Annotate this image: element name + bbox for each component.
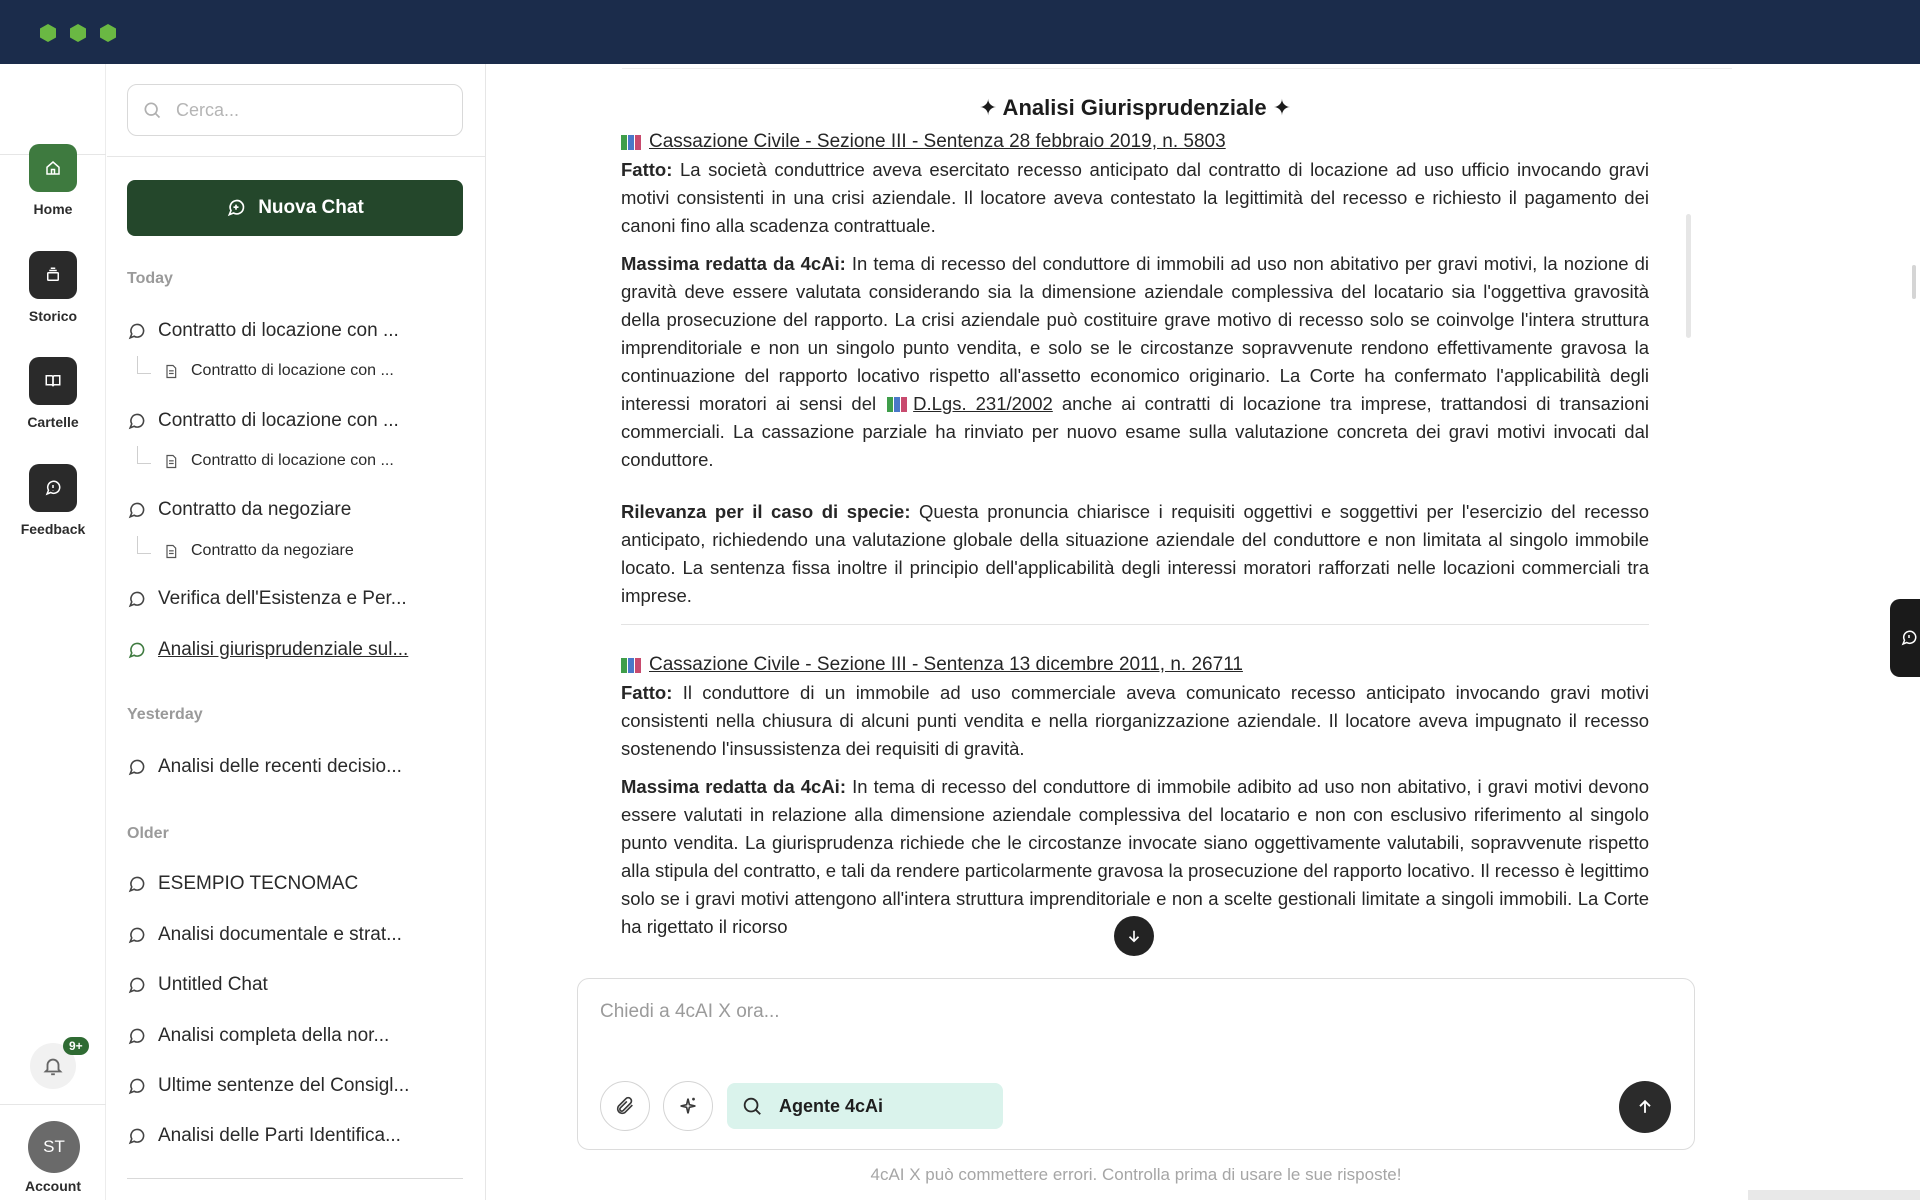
chat-document-item[interactable] xyxy=(137,362,467,380)
fatto-paragraph xyxy=(621,156,1649,240)
search-icon xyxy=(741,1095,763,1117)
content-scrollbar[interactable] xyxy=(1686,214,1691,338)
chat-item-title: Untitled Chat xyxy=(158,974,268,995)
scroll-to-bottom-button[interactable] xyxy=(1114,916,1154,956)
composer-input[interactable]: Chiedi a 4cAI X ora... xyxy=(600,1001,780,1022)
chat-bubble-icon xyxy=(127,322,146,341)
message-composer[interactable] xyxy=(577,978,1695,1150)
document-icon xyxy=(163,453,179,470)
massima-label: Massima redatta da 4cAi: xyxy=(621,253,846,274)
rail-bottom-divider xyxy=(0,1104,106,1105)
chat-bubble-icon xyxy=(127,1027,146,1046)
chat-item-title: Analisi documentale e strat... xyxy=(158,924,402,945)
window-minimize-dot[interactable] xyxy=(70,24,86,42)
chat-document-title: Contratto di locazione con ... xyxy=(191,362,394,379)
window-maximize-dot[interactable] xyxy=(100,24,116,42)
main-top-divider xyxy=(622,68,1732,69)
massima-label: Massima redatta da 4cAi: xyxy=(621,776,846,797)
rilevanza-label: Rilevanza per il caso di specie: xyxy=(621,501,911,522)
fatto-paragraph xyxy=(621,679,1649,763)
bell-icon xyxy=(42,1055,64,1077)
chat-item[interactable] xyxy=(127,873,467,895)
chat-item[interactable] xyxy=(127,499,467,521)
book-icon xyxy=(29,357,77,405)
chat-document-title: Contratto di locazione con ... xyxy=(191,452,394,469)
chat-bubble-icon xyxy=(127,758,146,777)
massima-text: In tema di recesso del conduttore di immobili ad uso non abitativo per gravi motivi, la nozione di gravità deve essere valutata considerando sia la dimensione aziendale complessiva del locatario sia l'oggettiva gravosità della prosecuzione del rapporto. La crisi aziendale può costituire grave motivo di recesso solo se coinvolge l'intera struttura imprenditoriale e non un singolo punto vendita, e solo se le circostanze sopravvenute rendono effettivamente gravosa la continuazione del rapporto locativo rispetto all'assetto economico originario. La Corte ha confermato l'applicabilità degli interessi moratori ai sensi del xyxy=(621,253,1649,414)
massima-text-cont: anche ai contratti di locazione tra imprese, trattandosi di transazioni commerciali. La cassazione parziale ha rinviato per nuovo esame sulla valutazione concreta dei gravi motivi invocati dal conduttore. xyxy=(621,393,1649,470)
chat-bubble-icon xyxy=(127,641,146,660)
law-reference-link[interactable]: D.Lgs. 231/2002 xyxy=(913,393,1053,414)
chat-bubble-icon xyxy=(127,926,146,945)
message-alert-icon xyxy=(29,464,77,512)
enhance-prompt-button[interactable] xyxy=(663,1081,713,1131)
chat-bubble-icon xyxy=(127,590,146,609)
case-title-1[interactable]: Cassazione Civile - Sezione III - Sentenza 28 febbraio 2019, n. 5803 xyxy=(649,131,1226,152)
chat-item-title: Analisi completa della nor... xyxy=(158,1025,390,1046)
rilevanza-text: Questa pronuncia chiarisce i requisiti oggettivi e soggettivi per l'esercizio del recesso anticipato, richiedendo una valutazione globale della situazione aziendale del conduttore e non limitata al singolo immobile locato. La sentenza fissa inoltre il principio dell'applicabilità degli interessi moratori rafforzati nelle locazioni commerciali tra imprese. xyxy=(621,501,1649,606)
paperclip-icon xyxy=(614,1095,636,1117)
massima-paragraph xyxy=(621,250,1649,474)
chat-item[interactable] xyxy=(127,756,467,778)
search-icon xyxy=(142,100,162,120)
agent-selector[interactable] xyxy=(727,1083,1003,1129)
chat-item[interactable] xyxy=(127,320,467,342)
rail-item-storico[interactable] xyxy=(0,251,106,324)
fatto-text: Il conduttore di un immobile ad uso commerciale aveva comunicato recesso anticipato invocando gravi motivi consistenti nella chiusura di alcuni punti vendita e nella riorganizzazione aziendale. Il locatore aveva impugnato il recesso sostenendo l'insussistenza dei requisiti di gravità. xyxy=(621,682,1649,759)
disclaimer-text: 4cAI X può commettere errori. Controlla prima di usare le sue risposte! xyxy=(870,1165,1402,1184)
chat-item-title: Contratto di locazione con ... xyxy=(158,410,399,431)
rail-item-feedback[interactable] xyxy=(0,464,106,537)
send-button[interactable] xyxy=(1619,1081,1671,1133)
avatar[interactable]: ST xyxy=(28,1121,80,1173)
rail-item-cartelle[interactable] xyxy=(0,357,106,430)
chat-document-item[interactable] xyxy=(137,542,467,560)
chat-item[interactable] xyxy=(127,1075,467,1097)
rail-item-home[interactable] xyxy=(0,144,106,217)
chat-history-sidebar xyxy=(107,64,486,1200)
arrow-down-icon xyxy=(1125,927,1143,945)
case-citation-link[interactable] xyxy=(621,128,1649,156)
chat-item-title: Verifica dell'Esistenza e Per... xyxy=(158,588,407,609)
document-icon xyxy=(163,543,179,560)
chat-item[interactable] xyxy=(127,1025,467,1047)
nav-rail xyxy=(0,64,106,1200)
fatto-text: La società conduttrice aveva esercitato recesso anticipato dal contratto di locazione ad uso ufficio invocando gravi motivi consistenti in una crisi aziendale. Il locatore aveva contestato la legittimità del recesso e richiesto il pagamento dei canoni fino alla scadenza contrattuale. xyxy=(621,159,1649,236)
window-close-dot[interactable] xyxy=(40,24,56,42)
new-chat-button[interactable] xyxy=(127,180,463,236)
massima-text: In tema di recesso del conduttore di immobile adibito ad uso non abitativo, i gravi motivi devono essere valutati in relazione alla dimensione aziendale complessiva del locatario e non con esclusivo riferimento al singolo punto vendita. La giurisprudenza richiede che le circostanze invocate siano oggettivamente valutabili, sopravvenute rispetto alla stipula del contratto, e tali da rendere particolarmente gravosa la prosecuzione del rapporto locativo. Il recesso è legittimo solo se i gravi motivi attengono all'intera struttura imprenditoriale e non a scelte gestionali limitate a singoli immobili. La Corte ha rigettato il ricorso xyxy=(621,776,1649,937)
chat-bubble-icon xyxy=(127,501,146,520)
home-icon xyxy=(29,144,77,192)
chat-item-title: Contratto di locazione con ... xyxy=(158,320,399,341)
chat-bubble-icon xyxy=(127,1127,146,1146)
spacer xyxy=(621,484,1649,498)
sidebar-bottom-divider xyxy=(127,1178,463,1179)
chat-bubble-icon xyxy=(127,976,146,995)
search-input[interactable] xyxy=(127,84,463,136)
group-label-today: Today xyxy=(127,270,173,287)
case-title-2[interactable]: Cassazione Civile - Sezione III - Sentenza 13 dicembre 2011, n. 26711 xyxy=(649,654,1243,675)
search-placeholder: Cerca... xyxy=(176,99,240,120)
rail-label-home: Home xyxy=(33,201,73,217)
chat-item-active[interactable] xyxy=(127,639,467,661)
new-chat-label: Nuova Chat xyxy=(258,197,364,218)
sparkles-icon xyxy=(677,1095,699,1117)
account-label[interactable]: Account xyxy=(25,1178,81,1194)
attach-button[interactable] xyxy=(600,1081,650,1131)
page-scrollbar[interactable] xyxy=(1912,265,1916,299)
rail-label-cartelle: Cartelle xyxy=(27,414,79,430)
books-icon xyxy=(621,135,641,150)
case-citation-link[interactable] xyxy=(621,651,1649,679)
document-icon xyxy=(163,363,179,380)
rail-label-storico: Storico xyxy=(28,308,78,324)
arrow-up-icon xyxy=(1635,1097,1655,1117)
chat-document-title: Contratto da negoziare xyxy=(191,542,354,559)
message-help-icon xyxy=(1900,629,1918,647)
tree-branch xyxy=(137,446,151,464)
horizontal-scrollbar[interactable] xyxy=(1748,1190,1920,1200)
assistant-message xyxy=(621,94,1649,1034)
chat-item-title: Analisi giurisprudenziale sul... xyxy=(158,639,409,660)
group-label-older: Older xyxy=(127,825,169,842)
books-icon xyxy=(621,658,641,673)
chat-item[interactable] xyxy=(127,410,467,432)
fatto-label: Fatto: xyxy=(621,159,673,180)
case-divider xyxy=(621,624,1649,625)
tree-branch xyxy=(137,356,151,374)
chat-item-title: Contratto da negoziare xyxy=(158,499,352,520)
chat-item-title: Analisi delle recenti decisio... xyxy=(158,756,402,777)
chat-bubble-icon xyxy=(127,412,146,431)
chat-plus-icon xyxy=(226,198,246,218)
books-icon xyxy=(887,397,907,412)
notification-badge: 9+ xyxy=(63,1037,89,1055)
archive-icon xyxy=(29,251,77,299)
group-label-yesterday: Yesterday xyxy=(127,706,203,723)
window-titlebar xyxy=(0,0,1920,64)
chat-item-title: Analisi delle Parti Identifica... xyxy=(158,1125,401,1146)
chat-item-title: Ultime sentenze del Consigl... xyxy=(158,1075,410,1096)
sidebar-divider xyxy=(107,156,486,157)
chat-item[interactable] xyxy=(127,1125,467,1147)
chat-item[interactable] xyxy=(127,974,467,996)
feedback-side-tab[interactable] xyxy=(1890,599,1920,677)
rilevanza-paragraph xyxy=(621,498,1649,610)
rail-label-feedback: Feedback xyxy=(20,521,86,537)
chat-bubble-icon xyxy=(127,875,146,894)
agent-label: Agente 4cAi xyxy=(779,1095,884,1116)
chat-item[interactable] xyxy=(127,588,467,610)
analysis-heading: ✦ Analisi Giurisprudenziale ✦ xyxy=(978,95,1292,120)
window-controls xyxy=(40,24,116,42)
chat-bubble-icon xyxy=(127,1077,146,1096)
chat-item-title: ESEMPIO TECNOMAC xyxy=(158,873,359,894)
chat-item[interactable] xyxy=(127,924,467,946)
tree-branch xyxy=(137,536,151,554)
fatto-label: Fatto: xyxy=(621,682,673,703)
chat-document-item[interactable] xyxy=(137,452,467,470)
chat-main-panel xyxy=(487,64,1920,1200)
